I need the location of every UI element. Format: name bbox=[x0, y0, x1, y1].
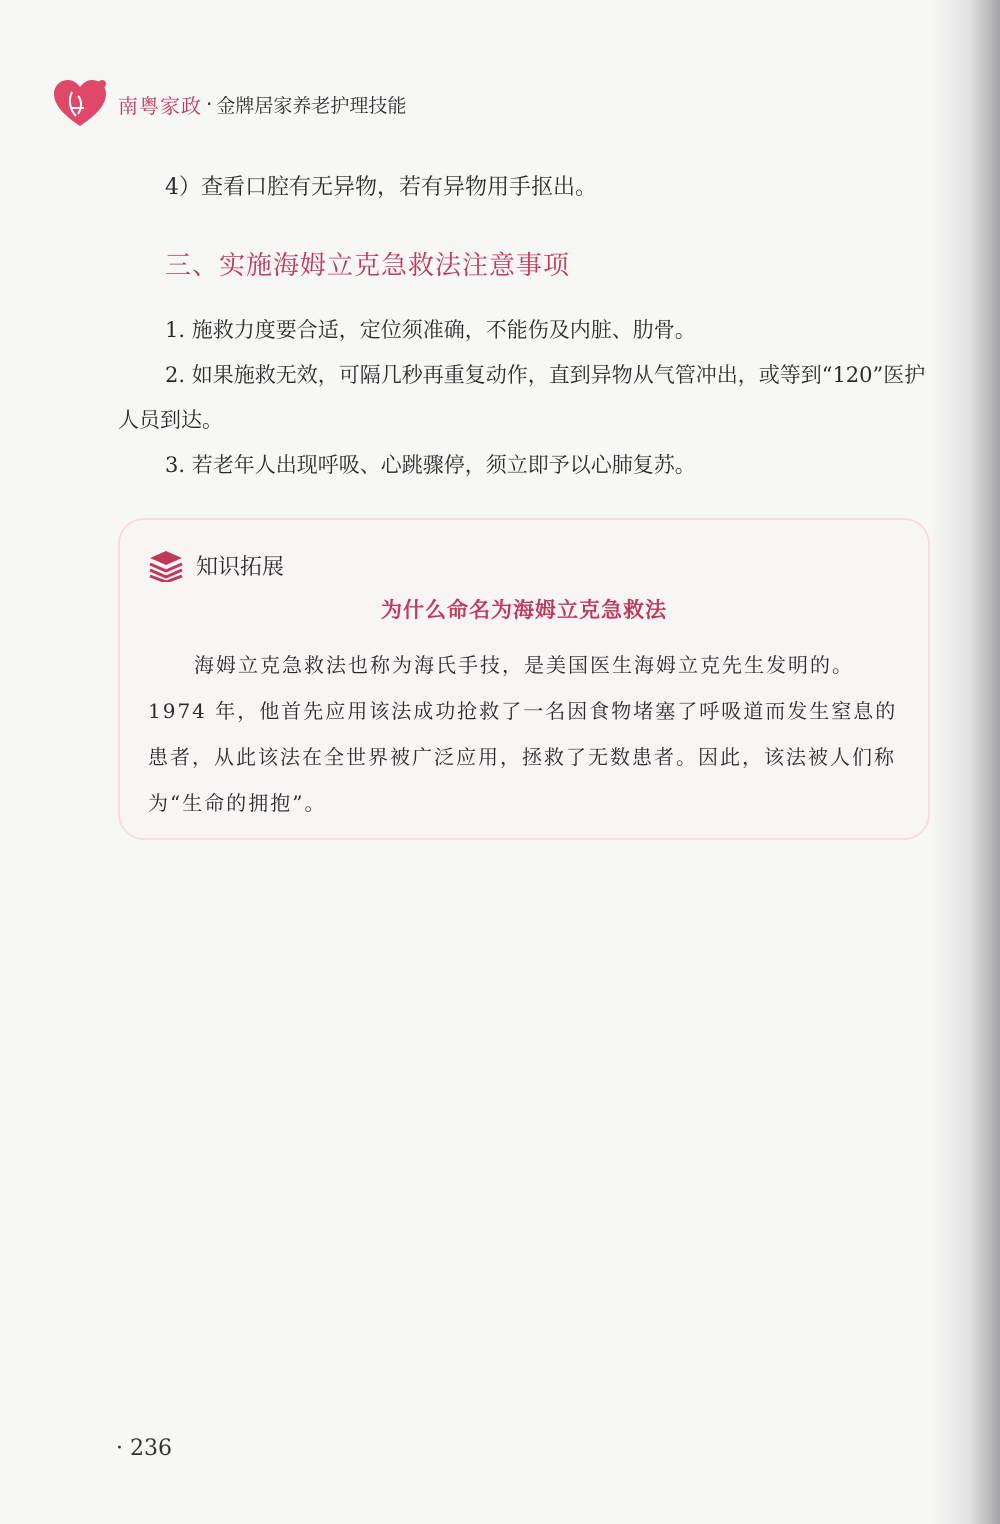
knowledge-box-title: 为什么命名为海姆立克急救法 bbox=[381, 597, 667, 622]
brand-name: 南粤家政 bbox=[118, 93, 202, 118]
section-title: 三、实施海姆立克急救法注意事项 bbox=[165, 251, 571, 281]
note-item: 3. 若老年人出现呼吸、心跳骤停，须立即予以心肺复苏。 bbox=[165, 453, 696, 477]
running-header bbox=[52, 76, 406, 132]
note-item: 1. 施救力度要合适，定位须准确，不能伤及内脏、肋骨。 bbox=[165, 318, 696, 342]
page-number: · 236 bbox=[116, 1436, 172, 1461]
page-edge-shadow bbox=[930, 0, 1000, 1524]
knowledge-box-body: 海姆立克急救法也称为海氏手技，是美国医生海姆立克先生发明的。1974 年，他首先应用该法成功抢救了一名因食物堵塞了呼吸道而发生窒息的患者，从此该法在全世界被广泛应用，拯救了无数患者。因此，该法被人们称为“生命的拥抱”。 bbox=[148, 653, 898, 815]
notes-list bbox=[118, 308, 938, 488]
knowledge-box-label: 知识拓展 bbox=[196, 554, 285, 580]
header-separator: · bbox=[206, 92, 213, 116]
knowledge-extension-box bbox=[118, 518, 930, 840]
book-title: 金牌居家养老护理技能 bbox=[216, 94, 407, 117]
note-item: 2. 如果施救无效，可隔几秒再重复动作，直到异物从气管冲出，或等到“120”医护人员到达。 bbox=[118, 363, 926, 432]
step-4-text: 4）查看口腔有无异物，若有异物用手抠出。 bbox=[165, 175, 597, 200]
book-stack-icon bbox=[148, 548, 184, 582]
heart-logo-icon bbox=[52, 78, 108, 130]
knowledge-box-header bbox=[148, 548, 284, 582]
